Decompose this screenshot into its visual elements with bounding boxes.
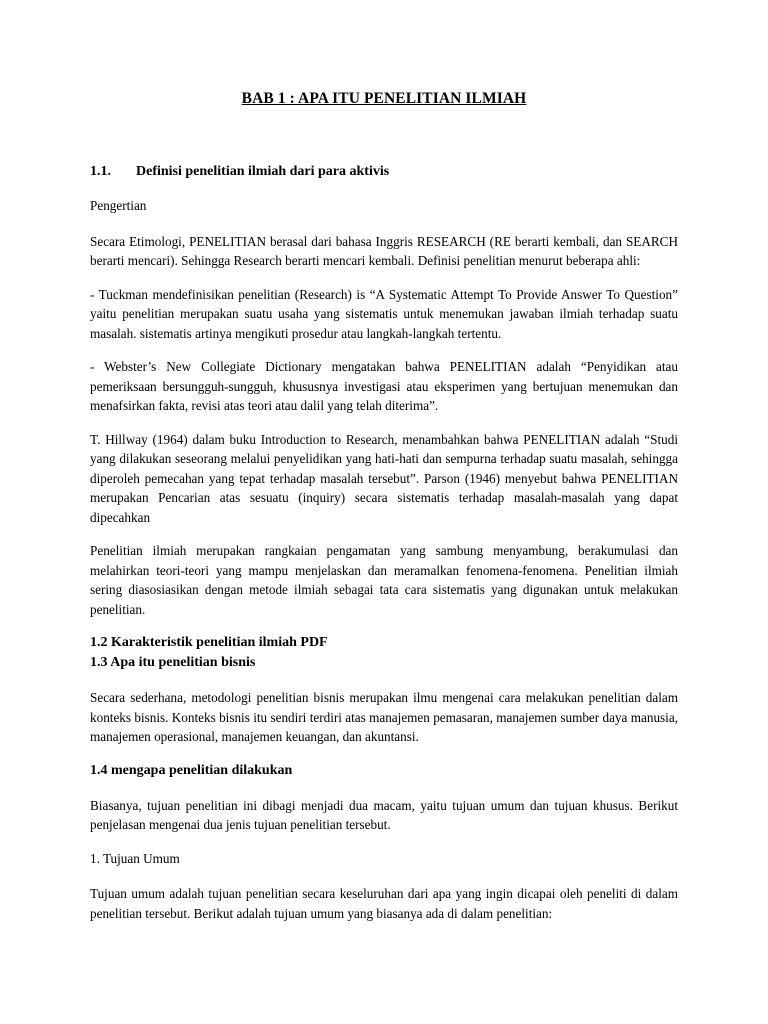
section-heading-1-2: 1.2 Karakteristik penelitian ilmiah PDF (90, 635, 328, 650)
pengertian-label: Pengertian (90, 198, 147, 213)
paragraph-tuckman: - Tuckman mendefinisikan penelitian (Research) is “A Systematic Attempt To Provide Answer To Question” yaitu penelitian merupakan suatu usaha yang sistematis untuk menemukan jawaban ilmiah terhadap suatu masalah. sistematis artinya mengikuti prosedur atau langkah-langkah tertentu. (90, 286, 678, 341)
section-heading-1-1 (90, 162, 678, 182)
paragraph-etimologi: Secara Etimologi, PENELITIAN berasal dari bahasa Inggris RESEARCH (RE berarti kembali, dan SEARCH berarti mencari). Sehingga Research berarti mencari kembali. Definisi penelitian menurut beberapa ahli: (90, 233, 678, 268)
paragraph-penelitian-bisnis: Secara sederhana, metodologi penelitian bisnis merupakan ilmu mengenai cara melakukan penelitian dalam konteks bisnis. Konteks bisnis itu sendiri terdiri atas manajemen pemasaran, manajemen sumber daya manusia, manajemen operasional, manajemen keuangan, dan akuntansi. (90, 690, 678, 744)
section-heading-1-3: 1.3 Apa itu penelitian bisnis (90, 655, 256, 670)
tujuan-umum-label: 1. Tujuan Umum (90, 850, 180, 866)
section-number: 1.1. (90, 164, 111, 179)
paragraph-tujuan-penelitian: Biasanya, tujuan penelitian ini dibagi menjadi dua macam, yaitu tujuan umum dan tujuan khusus. Berikut penjelasan mengenai dua jenis tujuan penelitian tersebut. (90, 797, 678, 832)
paragraph-tujuan-umum: Tujuan umum adalah tujuan penelitian secara keseluruhan dari apa yang ingin dicapai oleh peneliti di dalam penelitian tersebut. Berikut adalah tujuan umum yang biasanya ada di dalam penelitian: (90, 886, 678, 921)
paragraph-webster: - Webster’s New Collegiate Dictionary mengatakan bahwa PENELITIAN adalah “Penyidikan atau pemeriksaan bersungguh-sungguh, khususnya investigasi atau eksperimen yang bertujuan menemukan dan menafsirkan fakta, revisi atas teori atau dalil yang telah diterima”. (90, 359, 678, 413)
document-title: BAB 1 : APA ITU PENELITIAN ILMIAH (241, 90, 527, 107)
section-heading-1-4: 1.4 mengapa penelitian dilakukan (90, 762, 293, 778)
section-heading-text: Definisi penelitian ilmiah dari para aktivis (136, 164, 390, 179)
paragraph-hillway: T. Hillway (1964) dalam buku Introduction to Research, menambahkan bahwa PENELITIAN adalah “Studi yang dilakukan seseorang melalui penyelidikan yang hati-hati dan sempurna terhadap suatu masalah, sehingga diperoleh pemecahan yang tepat terhadap masalah tersebut”. Parson (1946) menyebut bahwa PENELITIAN merupakan Pencarian atas sesuatu (inquiry) secara sistematis terhadap masalah-masalah yang dapat dipecahkan (90, 431, 678, 525)
paragraph-penelitian-ilmiah: Penelitian ilmiah merupakan rangkaian pengamatan yang sambung menyambung, berakumulasi dan melahirkan teori-teori yang mampu menjelaskan dan meramalkan fenomena-fenomena. Penelitian ilmiah sering diasosiasikan dengan metode ilmiah sebagai tata cara sistematis yang digunakan untuk melakukan penelitian. (90, 543, 678, 617)
